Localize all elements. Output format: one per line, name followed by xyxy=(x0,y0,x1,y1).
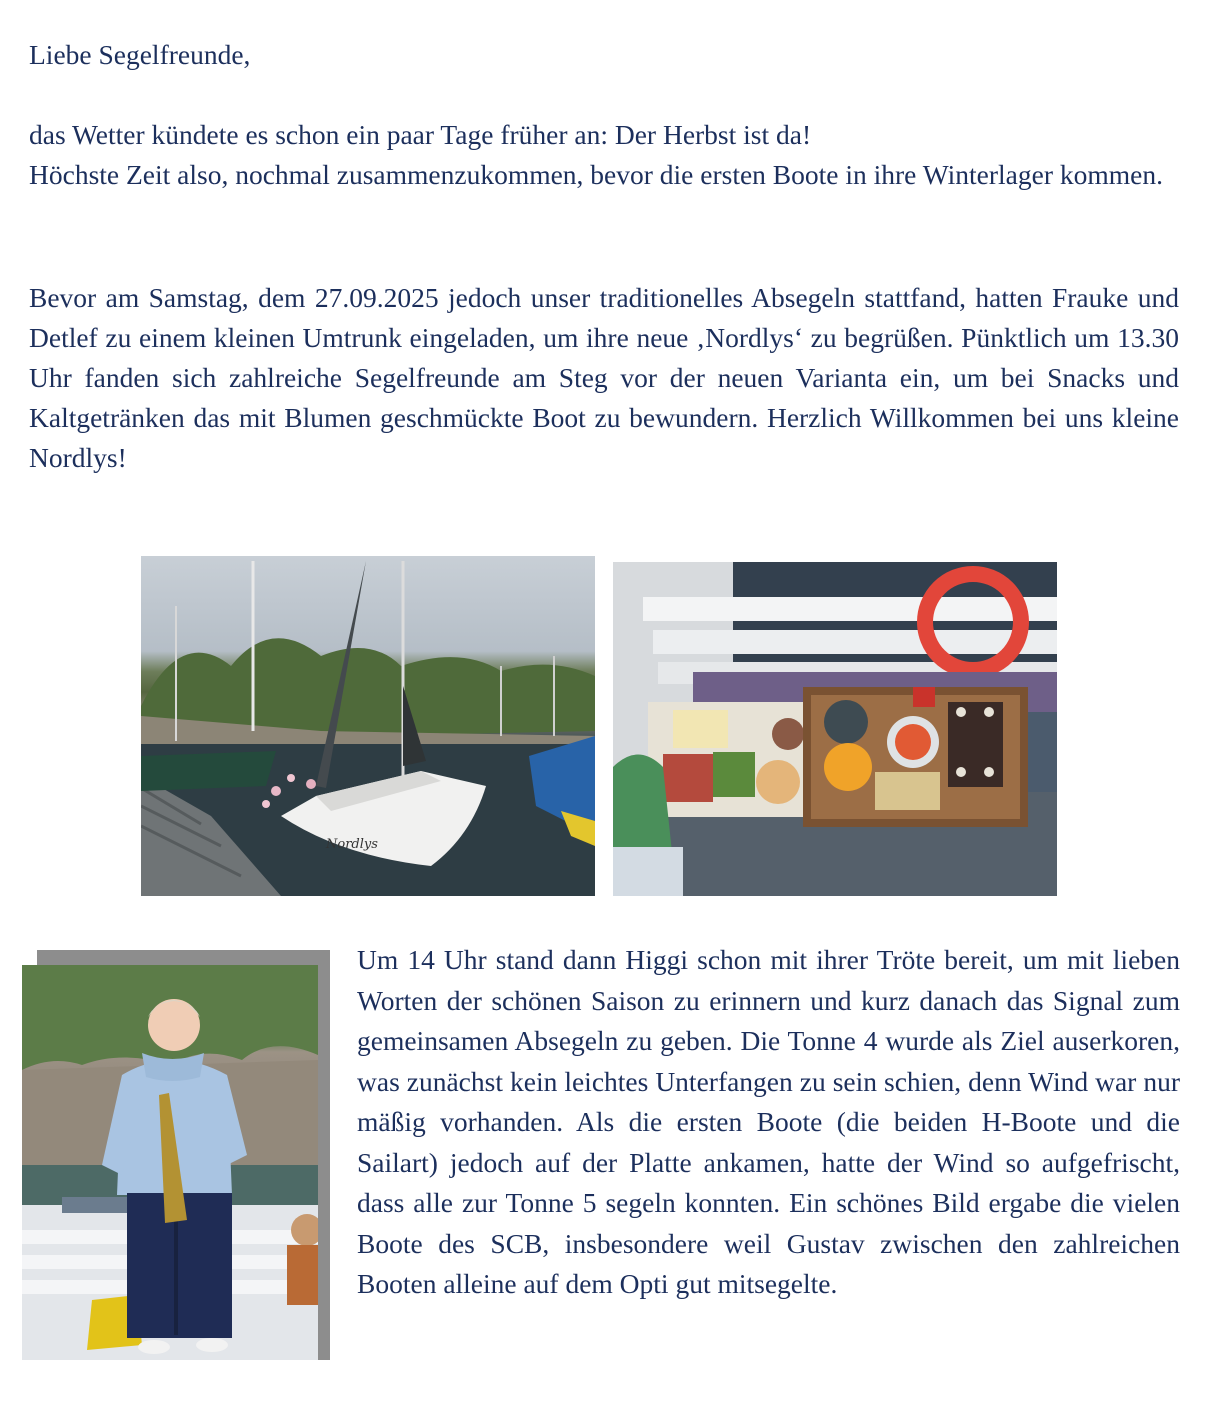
intro-line-2: Höchste Zeit also, nochmal zusammenzukommen, bevor die ersten Boote in ihre Winterlager kommen. xyxy=(29,159,1163,190)
higgi-with-horn-illustration xyxy=(22,965,318,1360)
harbor-sailboat-photo xyxy=(141,556,595,896)
harbor-sailboat-illustration xyxy=(141,556,595,896)
intro-line-1: das Wetter kündete es schon ein paar Tage früher an: Der Herbst ist da! xyxy=(29,119,812,150)
sailing-start-paragraph: Um 14 Uhr stand dann Higgi schon mit ihrer Tröte bereit, um mit lieben Worten der schönen Saison zu erinnern und kurz danach das Signal zum gemeinsamen Absegeln zu geben. Die Tonne 4 wurde als Ziel auserkoren, was zunächst kein leichtes Unterfangen zu sein schien, denn Wind war nur mäßig vorhanden. Als die ersten Boote (die beiden H-Boote und die Sailart) jedoch auf der Platte ankamen, hatte der Wind so aufgefrischt, dass alle zur Tonne 5 segeln konnten. Ein schönes Bild ergabe die vielen Boote des SCB, insbesondere weil Gustav zwischen den zahlreichen Booten alleine auf dem Opti gut mitsegelte. xyxy=(357,944,1180,1299)
intro-paragraph xyxy=(29,115,1179,195)
snack-tray-photo xyxy=(613,562,1057,896)
higgi-with-horn-photo xyxy=(22,965,318,1360)
greeting: Liebe Segelfreunde, xyxy=(29,39,251,70)
snack-tray-illustration xyxy=(613,562,1057,896)
boat-name-text: Nordlys xyxy=(326,837,378,852)
boat-welcome-paragraph: Bevor am Samstag, dem 27.09.2025 jedoch unser traditionelles Absegeln stattfand, hatten Frauke und Detlef zu einem kleinen Umtrunk eingeladen, um ihre neue ‚Nordlys‘ zu begrüßen. Pünktlich um 13.30 Uhr fanden sich zahlreiche Segelfreunde am Steg vor der neuen Varianta ein, um bei Snacks und Kaltgetränken das mit Blumen geschmückte Boot zu bewundern. Herzlich Willkommen bei uns kleine Nordlys! xyxy=(29,282,1179,473)
